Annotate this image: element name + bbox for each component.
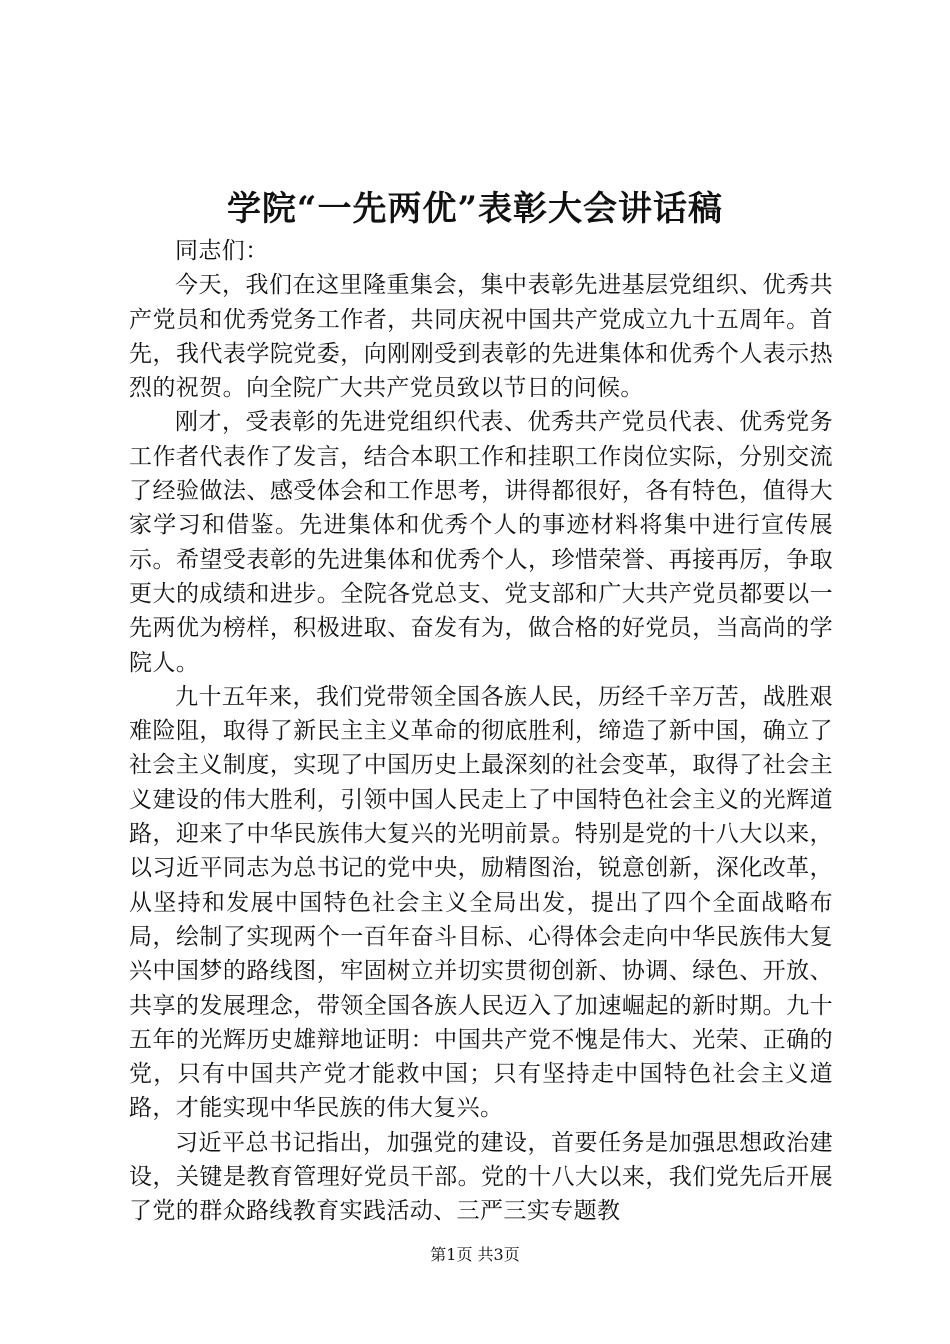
salutation: 同志们： bbox=[175, 238, 269, 264]
paragraph-1: 今天，我们在这里隆重集会，集中表彰先进基层党组织、优秀共产党员和优秀党务工作者，共同庆祝中国共产党成立九十五周年。首先，我代表学院党委，向刚刚受到表彰的先进集体和优秀个人表示热烈的祝贺。向全院广大共产党员致以节日的问候。 bbox=[129, 272, 833, 402]
page-footer: 第1页 共3页 bbox=[430, 1245, 520, 1264]
document-body bbox=[129, 234, 833, 1229]
document-title: 学院“一先两优”表彰大会讲话稿 bbox=[226, 189, 724, 229]
paragraph-2: 刚才，受表彰的先进党组织代表、优秀共产党员代表、优秀党务工作者代表作了发言，结合本职工作和挂职工作岗位实际，分别交流了经验做法、感受体会和工作思考，讲得都很好，各有特色，值得大家学习和借鉴。先进集体和优秀个人的事迹材料将集中进行宣传展示。希望受表彰的先进集体和优秀个人，珍惜荣誉、再接再厉，争取更大的成绩和进步。全院各党总支、党支部和广大共产党员都要以一先两优为榜样，积极进取、奋发有为，做合格的好党员，当高尚的学院人。 bbox=[129, 409, 833, 676]
paragraph-4: 习近平总书记指出，加强党的建设，首要任务是加强思想政治建设，关键是教育管理好党员干部。党的十八大以来，我们党先后开展了党的群众路线教育实践活动、三严三实专题教 bbox=[129, 1129, 833, 1225]
paragraph-3: 九十五年来，我们党带领全国各族人民，历经千辛万苦，战胜艰难险阻，取得了新民主主义革命的彻底胜利，缔造了新中国，确立了社会主义制度，实现了中国历史上最深刻的社会变革，取得了社会主义建设的伟大胜利，引领中国人民走上了中国特色社会主义的光辉道路，迎来了中华民族伟大复兴的光明前景。特别是党的十八大以来，以习近平同志为总书记的党中央，励精图治，锐意创新，深化改革，从坚持和发展中国特色社会主义全局出发，提出了四个全面战略布局，绘制了实现两个一百年奋斗目标、心得体会走向中华民族伟大复兴中国梦的路线图，牢固树立并切实贯彻创新、协调、绿色、开放、共享的发展理念，带领全国各族人民迈入了加速崛起的新时期。九十五年的光辉历史雄辩地证明：中国共产党不愧是伟大、光荣、正确的党，只有中国共产党才能救中国；只有坚持走中国特色社会主义道路，才能实现中华民族的伟大复兴。 bbox=[129, 683, 833, 1122]
